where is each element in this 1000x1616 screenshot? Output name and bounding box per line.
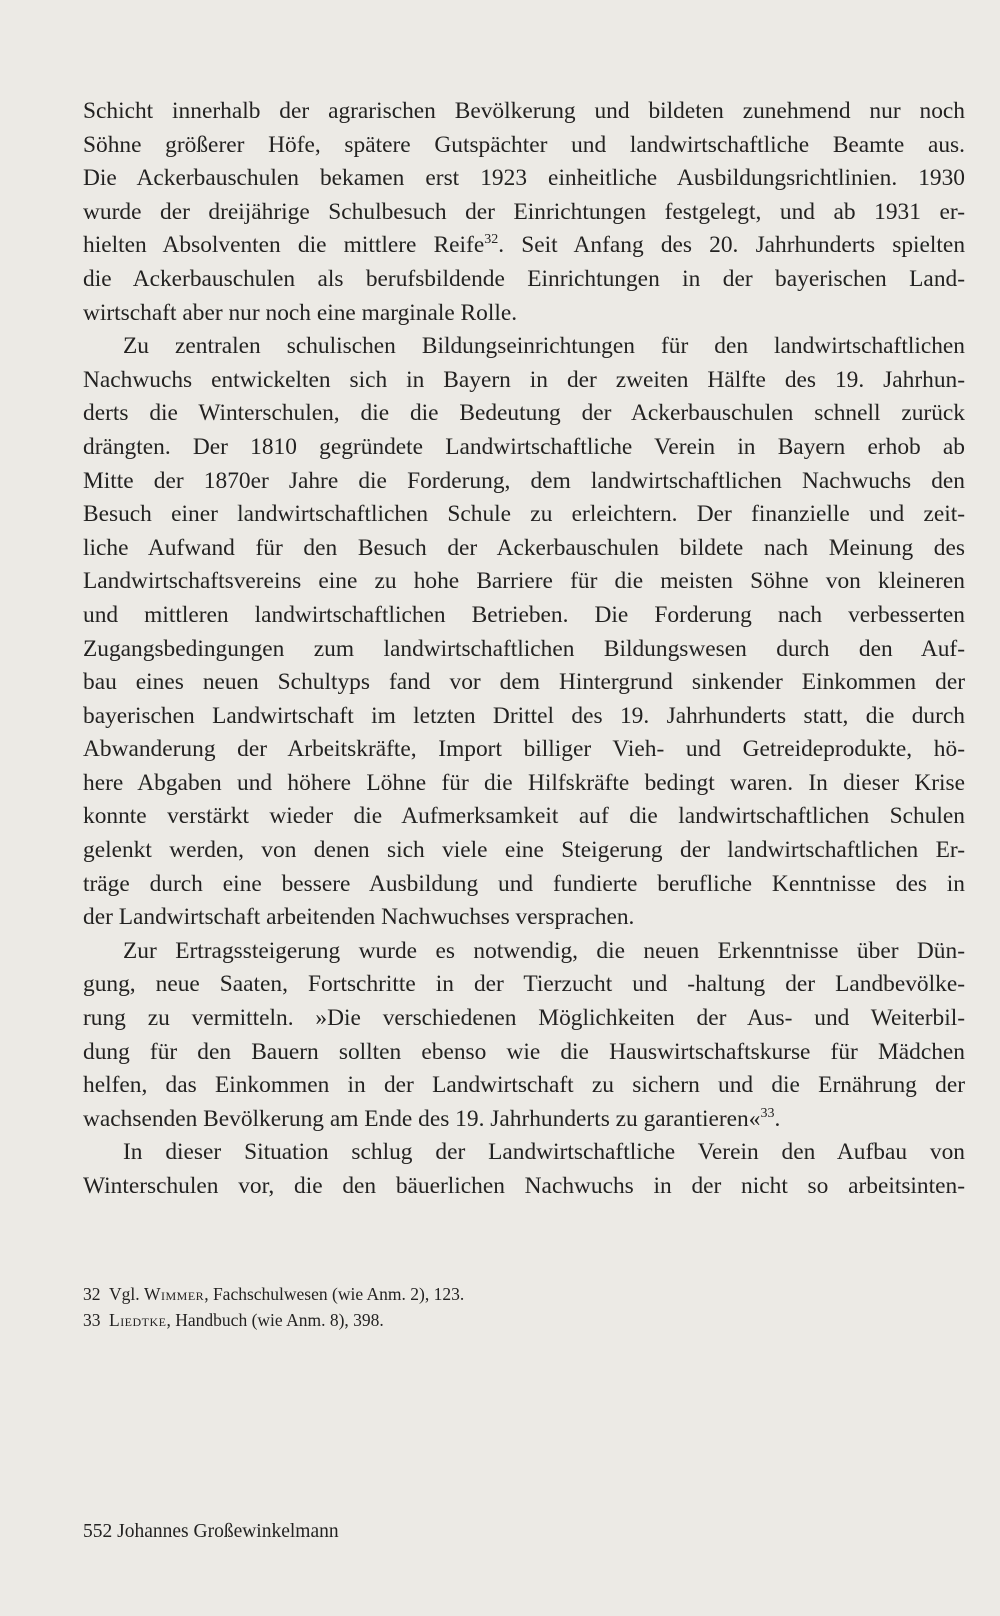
text-line: here Abgaben und höhere Löhne für die Hilfskräfte bedingt waren. In dieser Krise [83,769,965,796]
text-line: konnte verstärkt wieder die Aufmerksamkeit auf die landwirtschaftlichen Schulen [83,803,965,830]
text-line [83,1103,965,1137]
footnote [83,1281,965,1307]
text-line: Abwanderung der Arbeitskräfte, Import billiger Vieh- und Getreideprodukte, hö- [83,736,965,763]
footnotes [83,1281,965,1333]
text-line: In dieser Situation schlug der Landwirtschaftliche Verein den Aufbau von [123,1139,965,1166]
text-line: rung zu vermitteln. »Die verschiedenen Möglichkeiten der Aus- und Weiterbil- [83,1005,965,1032]
text-line: Besuch einer landwirtschaftlichen Schule zu erleichtern. Der finanzielle und zeit- [83,501,965,528]
footnote-ref: 32 [484,232,499,248]
text-line: Söhne größerer Höfe, spätere Gutspächter und landwirtschaftliche Beamte aus. [83,131,965,158]
text-line: liche Aufwand für den Besuch der Ackerbauschulen bildete nach Meinung des [83,534,965,561]
text-line: der Landwirtschaft arbeitenden Nachwuchses versprachen. [83,904,635,931]
text-line: und mittleren landwirtschaftlichen Betrieben. Die Forderung nach verbesserten [83,601,965,628]
text-line: träge durch eine bessere Ausbildung und fundierte berufliche Kenntnisse des in [83,870,965,897]
footnote-number: 32 [83,1284,101,1304]
text-line: Landwirtschaftsvereins eine zu hohe Barriere für die meisten Söhne von kleineren [83,568,965,595]
text-line: Schicht innerhalb der agrarischen Bevölkerung und bildeten zunehmend nur noch [83,98,965,124]
text-line: Die Ackerbauschulen bekamen erst 1923 einheitliche Ausbildungsrichtlinien. 1930 [83,165,965,192]
footnote-author: Liedtke [109,1310,167,1330]
page-footer [83,1519,339,1545]
text-line: derts die Winterschulen, die die Bedeutung der Ackerbauschulen schnell zurück [83,400,965,427]
text-line: gelenkt werden, von denen sich viele eine Steigerung der landwirtschaftlichen Er- [83,837,965,864]
text-line: helfen, das Einkommen in der Landwirtschaft zu sichern und die Ernährung der [83,1072,965,1099]
text-line: Zugangsbedingungen zum landwirtschaftlichen Bildungswesen durch den Auf- [83,635,965,662]
text-line: die Ackerbauschulen als berufsbildende Einrichtungen in der bayerischen Land- [83,265,965,292]
text-line: Zur Ertragssteigerung wurde es notwendig, die neuen Erkenntnisse über Dün- [123,937,965,964]
body-text [83,95,965,1204]
footnote-text: , Handbuch (wie Anm. 8), 398. [166,1310,384,1330]
text-segment: wachsenden Bevölkerung am Ende des 19. Jahrhunderts zu garantieren« [83,1105,761,1132]
text-line: gung, neue Saaten, Fortschritte in der Tierzucht und -haltung der Landbevölke- [83,971,965,998]
text-segment: . [774,1105,781,1132]
footnote [83,1307,965,1333]
text-line: bayerischen Landwirtschaft im letzten Drittel des 19. Jahrhunderts statt, die durch [83,702,965,729]
running-author: Johannes Großewinkelmann [117,1521,339,1542]
footnote-prefix: Vgl. [109,1284,144,1304]
footnote-ref: 33 [760,1105,775,1121]
footnote-text: , Fachschulwesen (wie Anm. 2), 123. [204,1284,465,1304]
text-line: wurde der dreijährige Schulbesuch der Einrichtungen festgelegt, und ab 1931 er- [83,198,965,225]
text-segment: . Seit Anfang des 20. Jahrhunderts spielten [498,232,966,259]
text-line: Nachwuchs entwickelten sich in Bayern in der zweiten Hälfte des 19. Jahrhun- [83,366,965,393]
text-line: wirtschaft aber nur noch eine marginale Rolle. [83,299,518,326]
page-number: 552 [83,1521,113,1542]
text-line [83,229,965,263]
text-line: Zu zentralen schulischen Bildungseinrichtungen für den landwirtschaftlichen [123,333,965,360]
text-line: dung für den Bauern sollten ebenso wie die Hauswirtschaftskurse für Mädchen [83,1038,965,1065]
text-segment: hielten Absolventen die mittlere Reife [83,232,485,259]
footnote-author: Wimmer [144,1284,205,1304]
text-line: Winterschulen vor, die den bäuerlichen Nachwuchs in der nicht so arbeitsinten- [83,1173,965,1199]
text-line: drängten. Der 1810 gegründete Landwirtschaftliche Verein in Bayern erhob ab [83,433,965,460]
text-line: Mitte der 1870er Jahre die Forderung, dem landwirtschaftlichen Nachwuchs den [83,467,965,494]
text-line: bau eines neuen Schultyps fand vor dem Hintergrund sinkender Einkommen der [83,669,965,696]
footnote-number: 33 [83,1310,101,1330]
